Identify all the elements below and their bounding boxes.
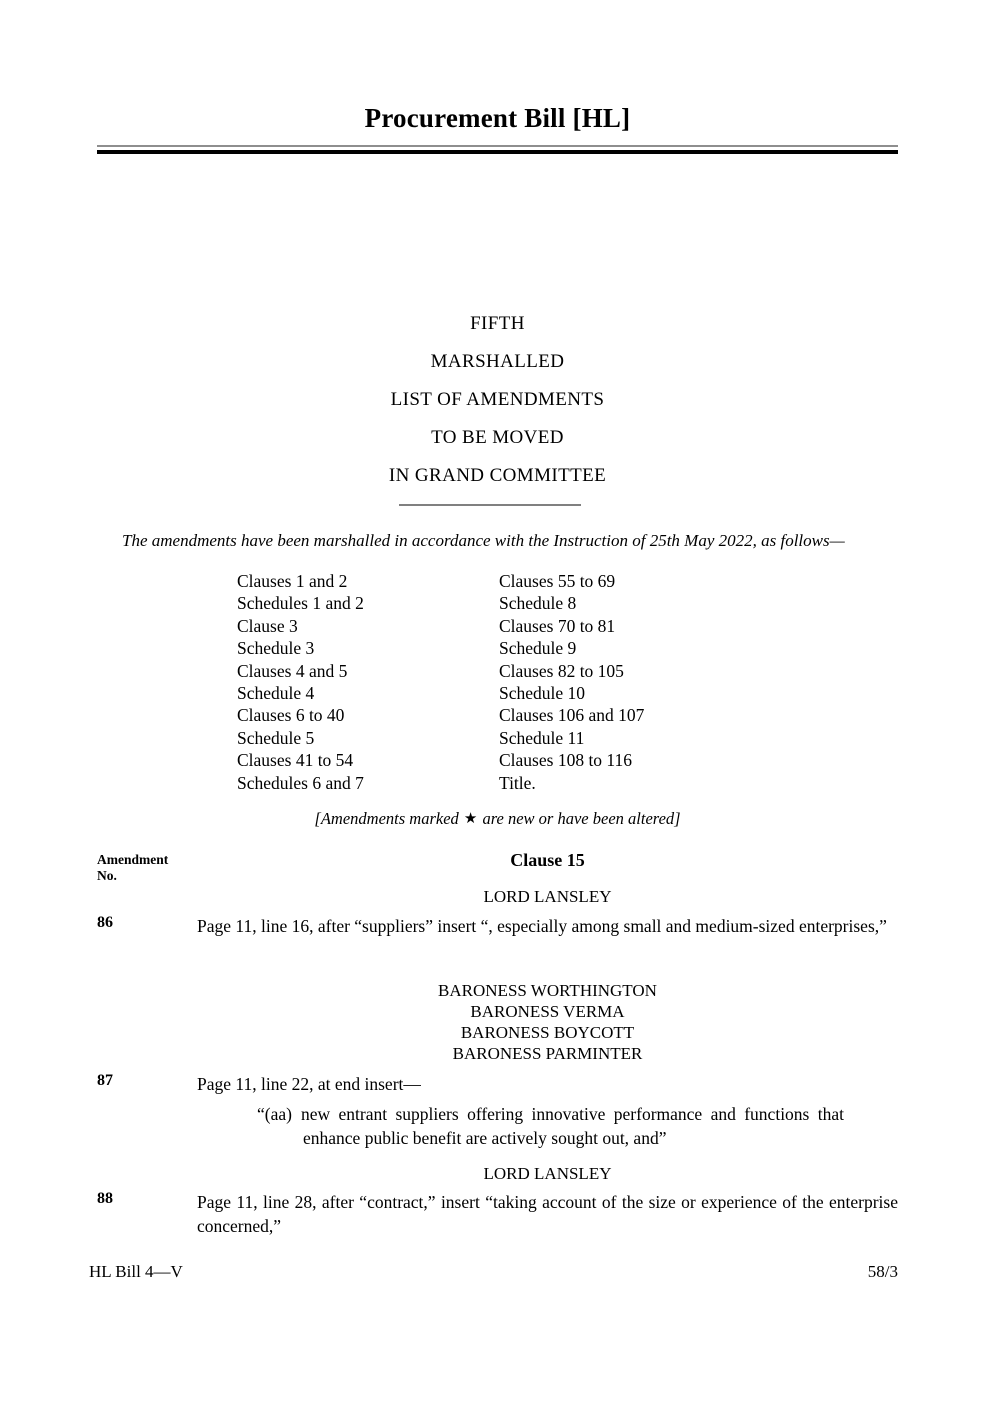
amendment-no-label-line1: Amendment (97, 852, 169, 867)
clause-list-item: Schedules 1 and 2 (237, 593, 364, 614)
title-rule-thin (97, 145, 898, 147)
amendment-number: 87 (97, 1072, 113, 1089)
sponsor-name: BARONESS BOYCOTT (460, 1023, 635, 1042)
page-footer (89, 1262, 898, 1282)
clause-list-item: Schedule 11 (499, 727, 585, 748)
clause-list-item: Schedule 8 (499, 593, 577, 614)
heading-line-2: MARSHALLED (430, 351, 565, 372)
page-title: Procurement Bill [HL] (364, 103, 631, 133)
sponsor-name: BARONESS VERMA (470, 1002, 625, 1021)
heading-line-1: FIFTH (470, 313, 525, 334)
clause-list-item: Clauses 41 to 54 (237, 750, 354, 771)
clause-list-item: Clauses 4 and 5 (237, 660, 348, 681)
clause-list-right-column (499, 570, 761, 794)
amendment-entry-86 (97, 914, 898, 938)
clause-list-item: Schedule 10 (499, 683, 586, 704)
title-rule-thick (97, 150, 898, 154)
sponsor-name: BARONESS WORTHINGTON (438, 981, 657, 1000)
clause-list-item: Title. (499, 772, 536, 793)
clause-list-item: Clauses 70 to 81 (499, 615, 616, 636)
amendment-number: 88 (97, 1190, 113, 1207)
heading-line-4: TO BE MOVED (431, 427, 564, 448)
heading-line-3: LIST OF AMENDMENTS (390, 389, 605, 410)
clause-list-item: Schedule 9 (499, 638, 577, 659)
starred-amendments-note (97, 809, 898, 829)
sponsor-name: BARONESS PARMINTER (452, 1044, 643, 1063)
subparagraph-text: new entrant suppliers offering innovative performance and functions that enhance public benefit are actively sought out, and” (300, 1104, 844, 1148)
amendment-entry-88 (97, 1190, 898, 1238)
clause-list-item: Schedules 6 and 7 (237, 772, 364, 793)
heading-line-5: IN GRAND COMMITTEE (388, 465, 607, 486)
amendment-text: Page 11, line 16, after “suppliers” insert “, especially among small and medium-sized enterprises,” (197, 916, 887, 936)
clause-list-item: Clauses 1 and 2 (237, 571, 348, 591)
sponsor-lord-lansley-first: LORD LANSLEY (483, 887, 612, 906)
sponsor-group-baronesses (197, 980, 898, 1064)
sponsor-lord-lansley-second: LORD LANSLEY (483, 1164, 612, 1183)
star-note-prefix: [Amendments marked (314, 809, 459, 828)
instruction-paragraph: The amendments have been marshalled in accordance with the Instruction of 25th May 2022, as follows— (122, 531, 845, 550)
amendment-no-label-line2: No. (97, 868, 117, 883)
footer-bill-reference: HL Bill 4—V (89, 1262, 183, 1281)
amendment-entry-87 (97, 1072, 898, 1150)
clause-list-item: Clauses 106 and 107 (499, 705, 645, 726)
clause-list-left-column (237, 570, 499, 794)
clause-list-item: Clauses 108 to 116 (499, 750, 633, 771)
amendment-number: 86 (97, 914, 113, 931)
clause-heading: Clause 15 (510, 850, 585, 870)
clause-list-item: Clause 3 (237, 615, 298, 636)
clause-list-item: Clauses 82 to 105 (499, 660, 624, 681)
clause-list-item: Schedule 3 (237, 638, 315, 659)
star-icon: ★ (463, 811, 478, 827)
clause-list (237, 570, 767, 794)
star-note-suffix: are new or have been altered] (482, 809, 681, 828)
clause-list-item: Clauses 55 to 69 (499, 571, 616, 591)
clause-list-item: Schedule 4 (237, 683, 315, 704)
amendment-text: Page 11, line 22, at end insert— (197, 1074, 421, 1094)
subparagraph-marker: “(aa) (257, 1104, 292, 1124)
amendment-quoted-subparagraph (257, 1102, 844, 1150)
clause-list-item: Schedule 5 (237, 727, 315, 748)
amendment-text: Page 11, line 28, after “contract,” insert “taking account of the size or experience of the enterprise concerned,” (197, 1192, 898, 1236)
section-divider (399, 504, 581, 506)
clause-list-item: Clauses 6 to 40 (237, 705, 345, 726)
footer-page-number: 58/3 (867, 1262, 898, 1281)
heading-block (97, 305, 898, 495)
